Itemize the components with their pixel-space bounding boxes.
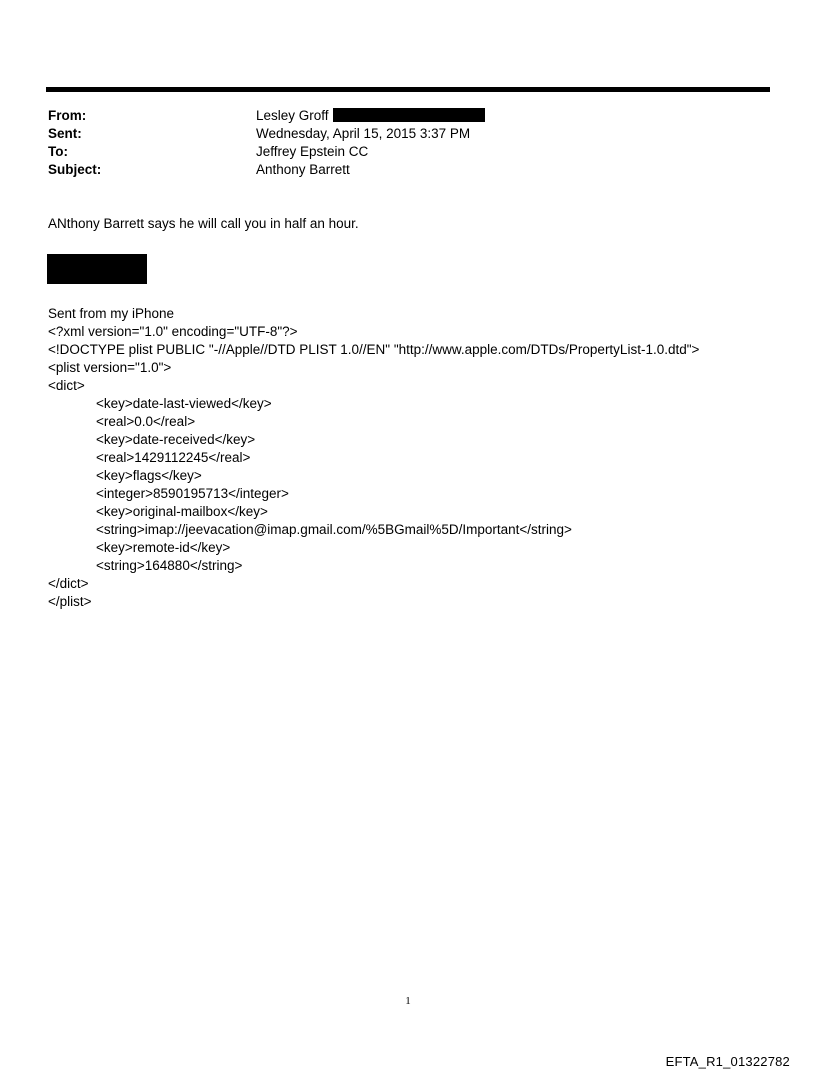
- xml-line: <string>imap://jeevacation@imap.gmail.com/%5BGmail%5D/Important</string>: [96, 522, 572, 537]
- to-value: Jeffrey Epstein CC: [256, 144, 369, 159]
- xml-line: <string>164880</string>: [96, 558, 243, 573]
- to-label: To:: [48, 144, 68, 159]
- xml-line: <real>1429112245</real>: [96, 450, 251, 465]
- xml-line: <?xml version="1.0" encoding="UTF-8"?>: [48, 324, 298, 339]
- xml-line: <key>date-last-viewed</key>: [96, 396, 272, 411]
- sent-value: Wednesday, April 15, 2015 3:37 PM: [256, 126, 471, 141]
- sent-row: [48, 125, 768, 143]
- from-value: [256, 107, 485, 125]
- xml-line: <real>0.0</real>: [96, 414, 196, 429]
- from-name: Lesley Groff: [256, 108, 329, 123]
- xml-line: </dict>: [48, 576, 89, 591]
- page-number: 1: [405, 995, 411, 1007]
- xml-line: <integer>8590195713</integer>: [96, 486, 289, 501]
- document-id: EFTA_R1_01322782: [665, 1054, 790, 1069]
- xml-line: <key>remote-id</key>: [96, 540, 231, 555]
- xml-line: <key>original-mailbox</key>: [96, 504, 268, 519]
- xml-line: <!DOCTYPE plist PUBLIC "-//Apple//DTD PLIST 1.0//EN" "http://www.apple.com/DTDs/PropertyList-1.0.dtd">: [48, 342, 700, 357]
- xml-line: </plist>: [48, 594, 92, 609]
- xml-plist-block: [48, 305, 699, 611]
- signature-line: Sent from my iPhone: [48, 306, 175, 321]
- xml-line: <key>flags</key>: [96, 468, 202, 483]
- to-row: [48, 143, 768, 161]
- subject-value: Anthony Barrett: [256, 162, 350, 177]
- header-divider: [46, 87, 770, 92]
- from-row: [48, 107, 768, 125]
- email-header: [48, 107, 768, 179]
- from-label: From:: [48, 108, 87, 123]
- xml-line: <dict>: [48, 378, 85, 393]
- redaction-block: [47, 254, 147, 284]
- redaction-bar: [333, 108, 485, 122]
- message-text: ANthony Barrett says he will call you in half an hour.: [48, 216, 359, 231]
- subject-label: Subject:: [48, 162, 102, 177]
- sent-label: Sent:: [48, 126, 82, 141]
- xml-line: <plist version="1.0">: [48, 360, 172, 375]
- xml-line: <key>date-received</key>: [96, 432, 256, 447]
- subject-row: [48, 161, 768, 179]
